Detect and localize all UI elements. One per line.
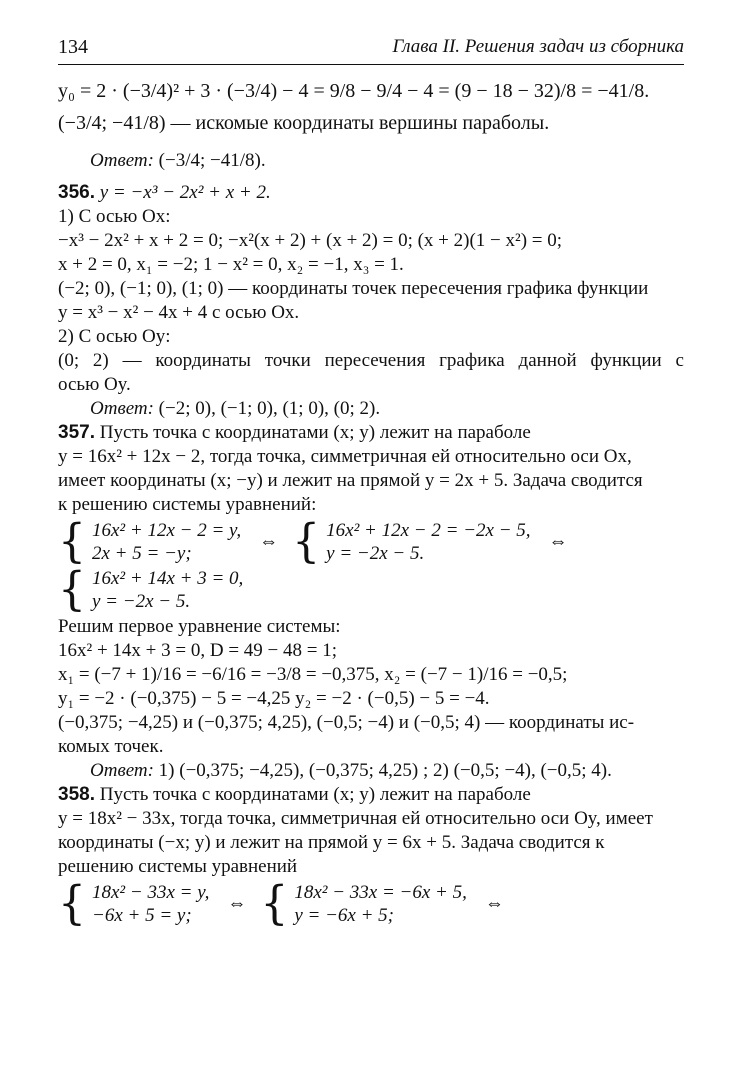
system-line: 18x² − 33x = −6x + 5,	[294, 882, 467, 903]
equivalence-icon: ⇔	[227, 893, 247, 914]
text-line: 16x² + 14x + 3 = 0, D = 49 − 48 = 1;	[58, 640, 337, 661]
system-line: 16x² + 12x − 2 = −2x − 5,	[326, 520, 531, 541]
equation-system-row	[58, 562, 684, 617]
text-line: y = 18x² − 33x, тогда точка, симметричная ей относительно оси Oy, имеет	[58, 808, 653, 829]
page-header	[58, 36, 684, 65]
answer-label: Ответ:	[90, 150, 154, 171]
problem-356-title	[58, 181, 684, 205]
problem-number: 358.	[58, 784, 95, 805]
system-line: y = −2x − 5.	[326, 543, 425, 564]
text-line: y = x³ − x² − 4x + 4 с осью Ox.	[58, 302, 300, 323]
answer-value: (−3/4; −41/8).	[158, 150, 266, 171]
problem-function: y = −x³ − 2x² + x + 2.	[99, 182, 271, 203]
system-b	[326, 519, 530, 565]
text-line: (−2; 0), (−1; 0), (1; 0) — координаты точек пересечения графика функции	[58, 278, 649, 299]
text-line: −x³ − 2x² + x + 2 = 0; −x²(x + 2) + (x + 2) = 0; (x + 2)(1 − x²) = 0;	[58, 230, 563, 251]
brace-icon: {	[58, 876, 86, 931]
problem-358-title	[58, 783, 684, 807]
system-line: y = −2x − 5.	[92, 591, 191, 612]
text-line: к решению системы уравнений:	[58, 494, 317, 515]
equivalence-icon: ⇔	[484, 893, 504, 914]
problem-number: 356.	[58, 182, 95, 203]
system-line: 2x + 5 = −y;	[92, 543, 192, 564]
answer-label: Ответ:	[90, 398, 154, 419]
answer-2	[58, 397, 684, 421]
system-line: −6x + 5 = y;	[92, 905, 192, 926]
text-line: решению системы уравнений	[58, 856, 298, 877]
brace-icon: {	[292, 514, 321, 569]
text-line: x + 2 = 0, x₁ = −2; 1 − x² = 0, x₂ = −1, x₃ = 1.	[58, 254, 404, 275]
text-line: Решим первое уравнение системы:	[58, 616, 341, 637]
system-line: 16x² + 14x + 3 = 0,	[92, 568, 244, 589]
text-line: y₁ = −2 · (−0,375) − 5 = −4,25 y₂ = −2 · (−0,5) − 5 = −4.	[58, 688, 490, 709]
answer-1	[58, 149, 684, 173]
system-a	[92, 519, 241, 565]
system-line: y = −6x + 5;	[294, 905, 395, 926]
system-e	[294, 881, 467, 927]
text-line: имеет координаты (x; −y) и лежит на прямой y = 2x + 5. Задача сводится	[58, 470, 643, 491]
text-line: комых точек.	[58, 736, 164, 757]
equation-system-row	[58, 876, 684, 931]
step-heading: 2) С осью Oy:	[58, 326, 171, 347]
running-head: Глава II. Решения задач из сборника	[392, 36, 684, 57]
text-line: (0; 2) — координаты точки пересечения графика данной функции с	[58, 350, 684, 371]
answer-value: 1) (−0,375; −4,25), (−0,375; 4,25) ; 2) (−0,5; −4), (−0,5; 4).	[158, 760, 612, 781]
step-heading: 1) С осью Ox:	[58, 206, 171, 227]
equivalence-icon: ⇔	[259, 531, 279, 552]
text-line: y = 16x² + 12x − 2, тогда точка, симметричная ей относительно оси Ox,	[58, 446, 632, 467]
brace-icon: {	[260, 876, 289, 931]
text-line: (−0,375; −4,25) и (−0,375; 4,25), (−0,5; −4) и (−0,5; 4) — координаты ис-	[58, 712, 635, 733]
brace-icon: {	[58, 514, 86, 569]
y0-calculation: y₀ = 2 · (−3/4)² + 3 · (−3/4) − 4 = 9/8 − 9/4 − 4 = (9 − 18 − 32)/8 = −41/8.	[58, 80, 650, 102]
text-line: Пусть точка с координатами (x; y) лежит на параболе	[99, 784, 531, 805]
text-line: x₁ = (−7 + 1)/16 = −6/16 = −3/8 = −0,375, x₂ = (−7 − 1)/16 = −0,5;	[58, 664, 568, 685]
page-number: 134	[58, 36, 88, 58]
equation-system-row	[58, 514, 684, 569]
text-line: Пусть точка с координатами (x; y) лежит на параболе	[99, 422, 531, 443]
system-d	[92, 881, 209, 927]
system-line: 18x² − 33x = y,	[92, 882, 210, 903]
system-c	[92, 567, 243, 613]
system-line: 16x² + 12x − 2 = y,	[92, 520, 242, 541]
text-line: координаты (−x; y) и лежит на прямой y = 6x + 5. Задача сводится к	[58, 832, 605, 853]
answer-value: (−2; 0), (−1; 0), (1; 0), (0; 2).	[158, 398, 381, 419]
page-body	[58, 79, 684, 931]
problem-357-title	[58, 421, 684, 445]
answer-3	[58, 759, 684, 783]
problem-number: 357.	[58, 422, 95, 443]
vertex-statement: (−3/4; −41/8) — искомые координаты вершины параболы.	[58, 112, 550, 134]
answer-label: Ответ:	[90, 760, 154, 781]
text-line: осью Oy.	[58, 374, 131, 395]
equivalence-icon: ⇔	[548, 531, 568, 552]
brace-icon: {	[58, 562, 86, 617]
